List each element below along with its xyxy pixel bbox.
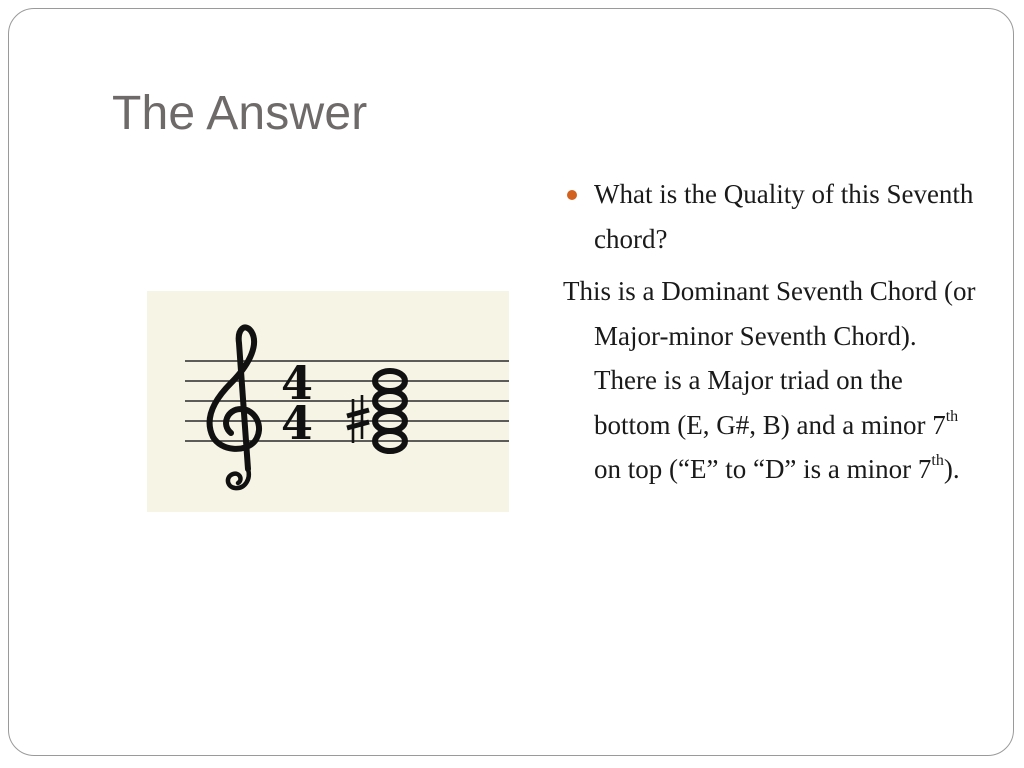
slide-title: The Answer: [112, 87, 368, 140]
staff-lines: [185, 361, 509, 441]
chord-notes: [375, 371, 405, 451]
answer-part-3: ).: [943, 454, 960, 484]
treble-clef-icon: [210, 327, 259, 488]
bullet-dot-icon: [567, 190, 577, 200]
bullet-item-question: [563, 172, 983, 261]
answer-part-2: on top (“E” to “D” is a minor 7: [594, 454, 932, 484]
music-notation-image: [147, 291, 509, 512]
answer-sup-2: th: [931, 452, 944, 469]
content-area: [563, 172, 983, 492]
time-signature-bottom: 4: [280, 396, 314, 450]
answer-paragraph: [563, 269, 983, 492]
sharp-icon: [347, 395, 369, 443]
answer-sup-1: th: [945, 407, 959, 425]
question-text: What is the Quality of this Seventh chord?: [594, 179, 974, 254]
time-signature-top: 4: [280, 356, 314, 410]
answer-part-1: This is a Dominant Seventh Chord (or Major-minor Seventh Chord). There is a Major triad on the bottom (E, G#, B) and a minor 7: [563, 276, 976, 440]
staff-svg: [147, 291, 509, 512]
